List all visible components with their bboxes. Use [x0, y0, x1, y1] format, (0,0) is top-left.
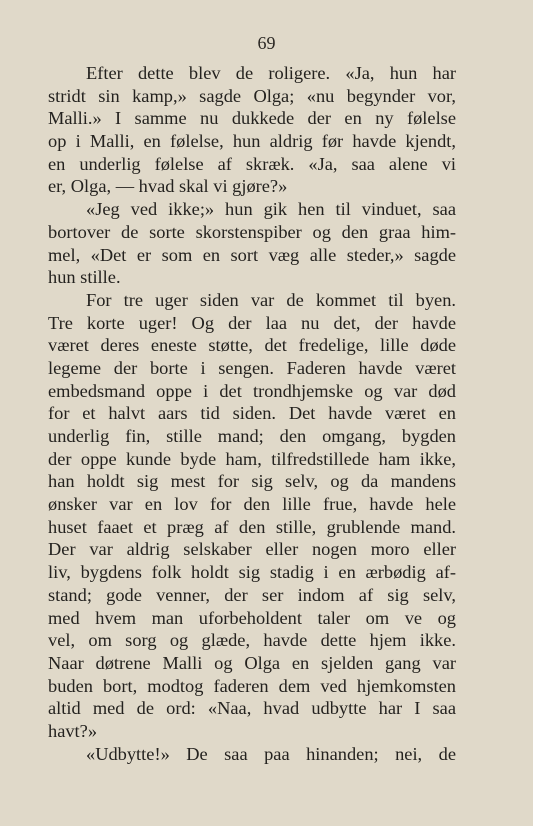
text-line: været deres eneste støtte, det fredelige, lille døde — [48, 335, 456, 356]
text-line: stand; gode venner, der ser indom af sig selv, — [48, 584, 456, 605]
text-line: han holdt sig mest for sig selv, og da mandens — [48, 471, 456, 492]
text-line: hun stille. — [48, 267, 121, 288]
text-line: Malli.» I samme nu dukkede der en ny følelse — [48, 108, 456, 129]
text-line: liv, bygdens folk holdt sig stadig i en ærbødig af- — [48, 562, 456, 583]
text-line: ønsker var en lov for den lille frue, havde hele — [48, 494, 456, 515]
text-line: altid med de ord: «Naa, hvad udbytte har I saa — [48, 698, 456, 719]
text-line: op i Malli, en følelse, hun aldrig før havde kjendt, — [48, 131, 456, 152]
text-line: med hvem man uforbeholdent taler om ve og — [48, 607, 456, 628]
text-line: For tre uger siden var de kommet til byen. — [86, 289, 456, 310]
text-line: Naar døtrene Malli og Olga en sjelden gang var — [48, 652, 456, 673]
text-line: vel, om sorg og glæde, havde dette hjem ikke. — [48, 630, 456, 651]
text-line: er, Olga, — hvad skal vi gjøre?» — [48, 176, 288, 197]
text-line: underlig fin, stille mand; den omgang, bygden — [48, 426, 456, 446]
text-line: Tre korte uger! Og der laa nu det, der havde — [48, 312, 456, 333]
body-text — [48, 62, 456, 765]
text-line: Der var aldrig selskaber eller nogen moro eller — [48, 539, 456, 560]
text-line: bortover de sorte skorstenspiber og den graa him- — [48, 221, 456, 242]
text-line: buden bort, modtog faderen dem ved hjemkomsten — [48, 675, 456, 696]
text-line: for et halvt aars tid siden. Det havde været en — [48, 403, 456, 424]
text-line: en underlig følelse af skræk. «Ja, saa alene vi — [48, 153, 456, 174]
text-line: Efter dette blev de roligere. «Ja, hun har — [86, 63, 456, 83]
text-line: «Jeg ved ikke;» hun gik hen til vinduet, saa — [86, 199, 456, 220]
text-line: havt?» — [48, 720, 98, 741]
text-line: der oppe kunde byde ham, tilfredstillede ham ikke, — [48, 448, 456, 469]
text-line: huset faaet et præg af den stille, grublende mand. — [48, 516, 456, 537]
text-line: embedsmand oppe i det trondhjemske og var død — [48, 380, 456, 401]
text-line: legeme der borte i sengen. Faderen havde været — [48, 357, 456, 378]
text-line: mel, «Det er som en sort væg alle steder,» sagde — [48, 244, 456, 265]
text-line: stridt sin kamp,» sagde Olga; «nu begynder vor, — [48, 85, 456, 106]
page-number: 69 — [257, 33, 276, 53]
text-line: «Udbytte!» De saa paa hinanden; nei, de — [86, 743, 456, 764]
